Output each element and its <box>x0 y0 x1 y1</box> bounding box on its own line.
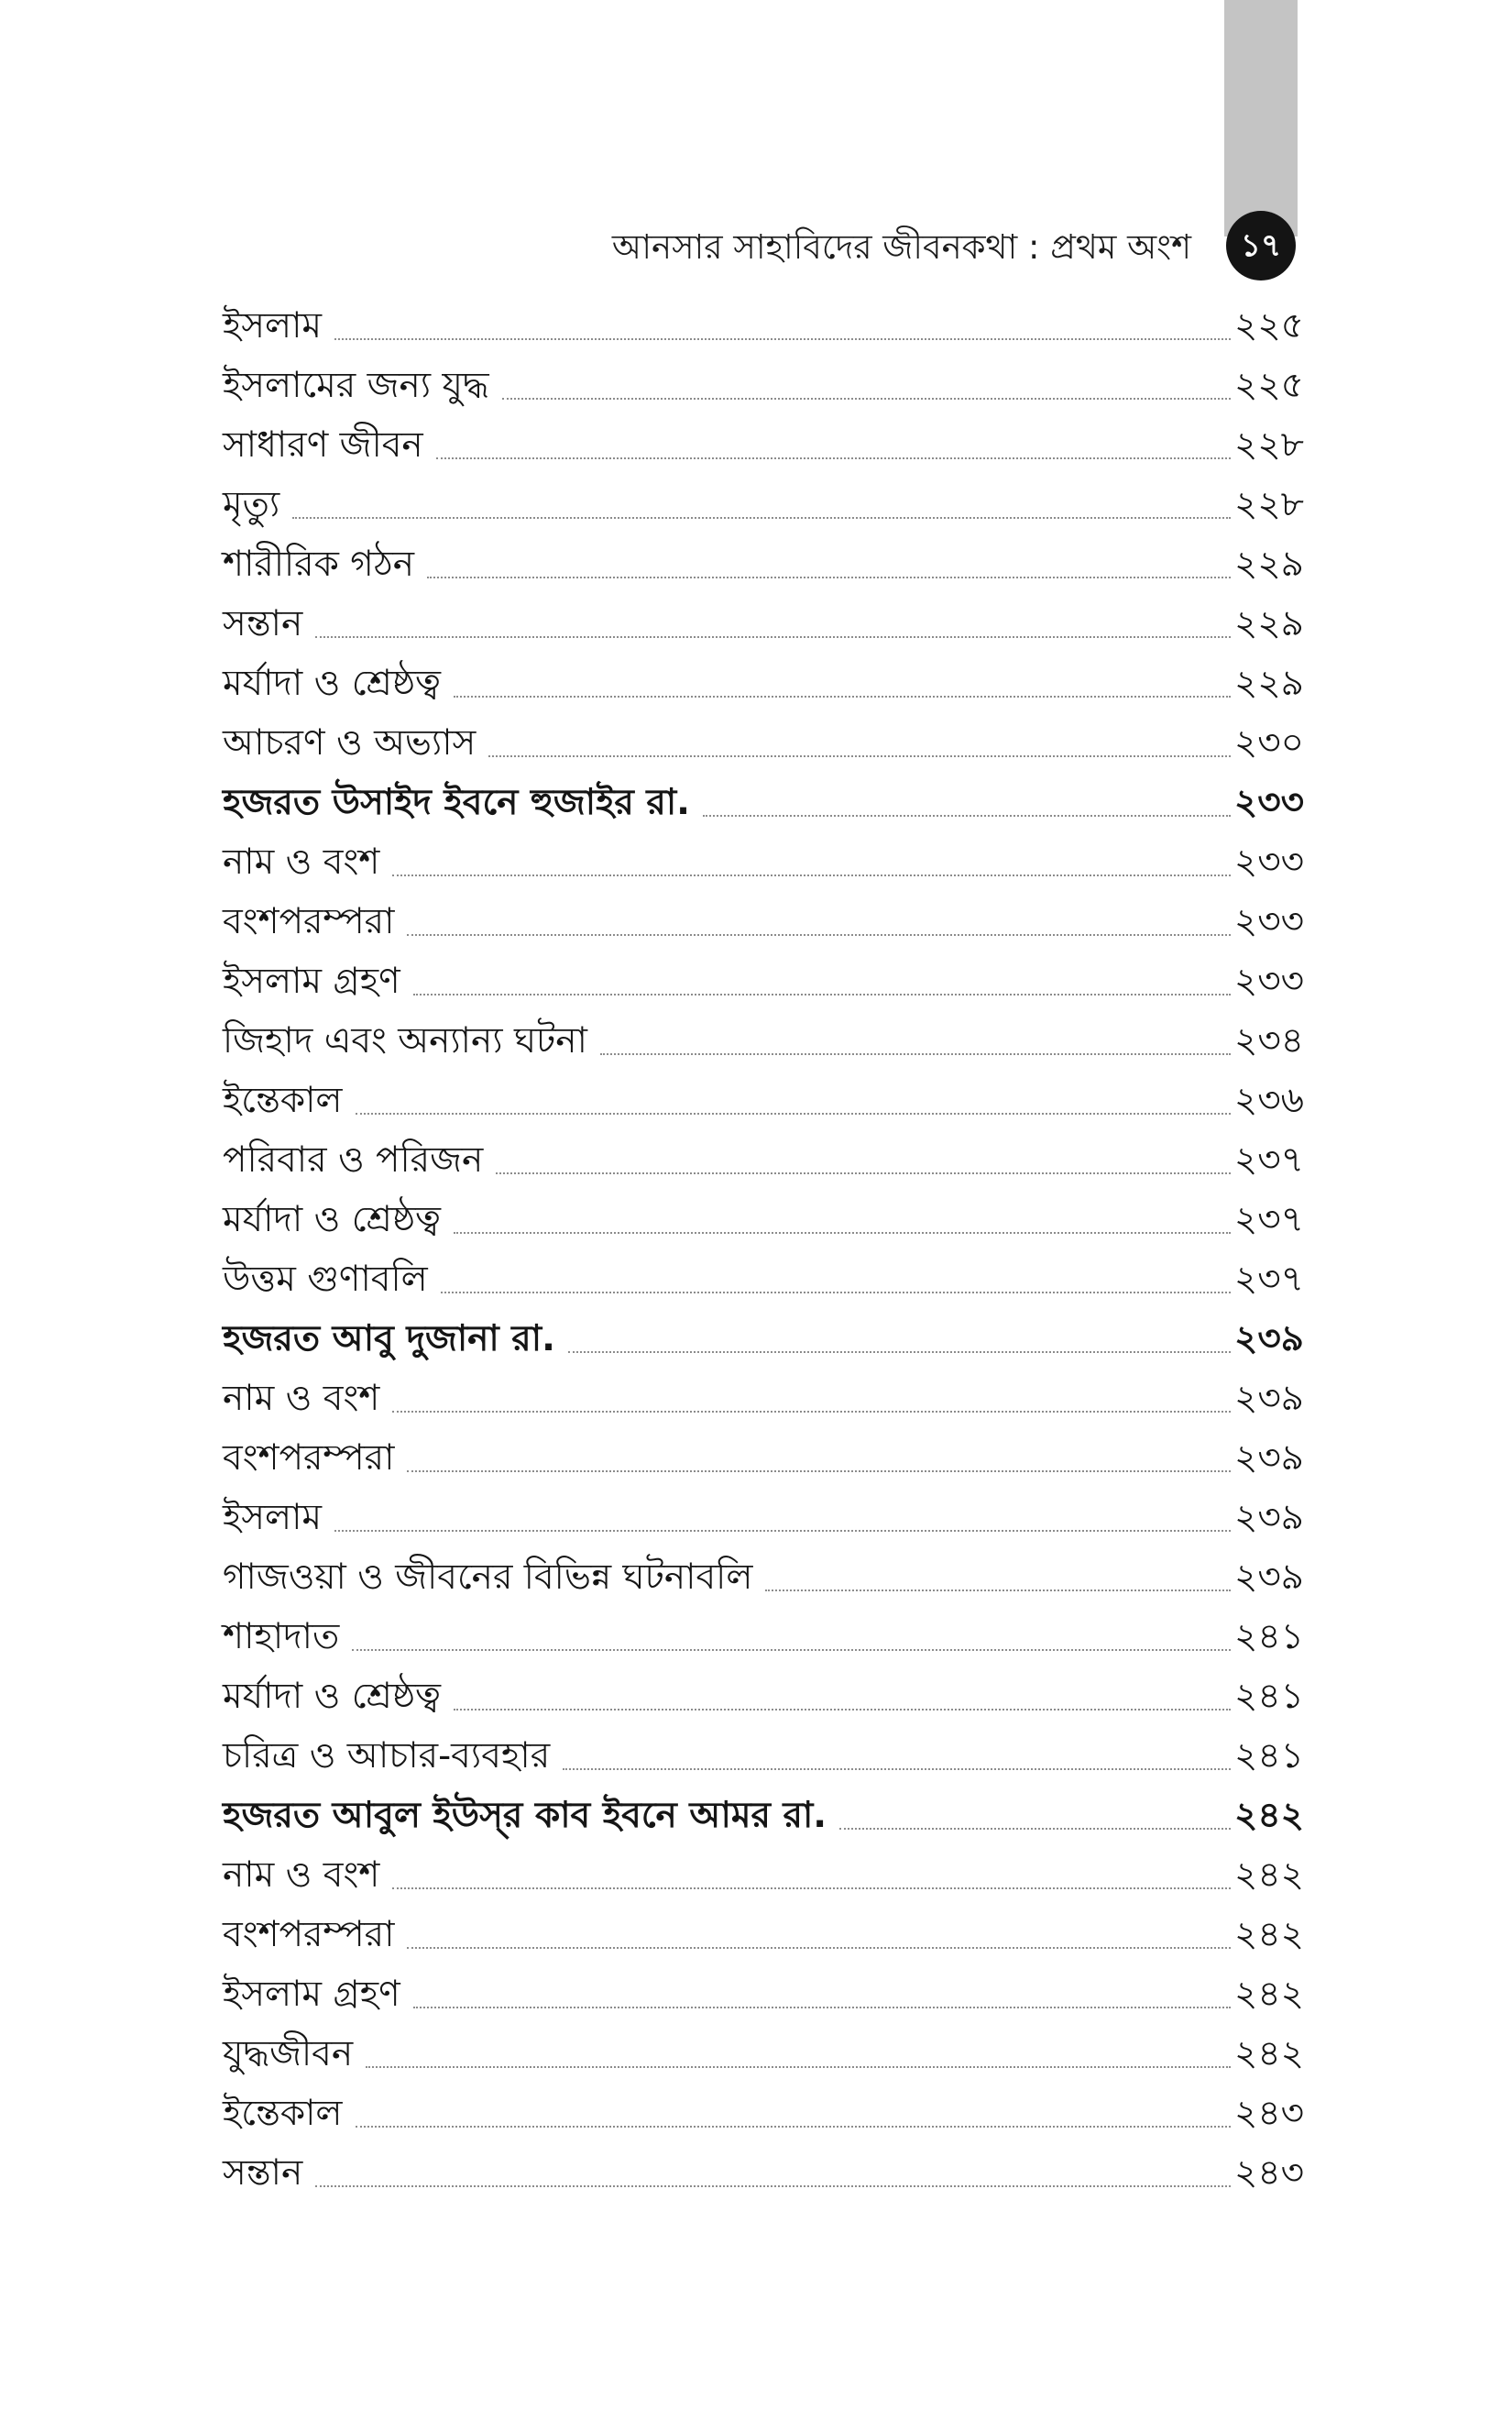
toc-entry-row <box>223 534 1304 594</box>
toc-entry-page-number: ২৩০ <box>1233 722 1304 764</box>
toc-entry-title: হজরত আবুল ইউস্‌র কাব ইবনে আমর রা. <box>223 1795 827 1836</box>
toc-entry-title: ইসলাম <box>223 1497 323 1538</box>
dot-leader <box>436 457 1231 459</box>
toc-entry-row <box>223 1369 1304 1428</box>
toc-entry-row <box>223 2084 1304 2143</box>
toc-entry-page-number: ২৪১ <box>1234 1616 1304 1657</box>
toc-entry-row <box>223 892 1304 952</box>
toc-entry-row <box>223 952 1304 1011</box>
dot-leader <box>496 1172 1231 1174</box>
page-tab-strip <box>1224 0 1298 236</box>
toc-entry-page-number: ২৩৯ <box>1233 1497 1304 1538</box>
toc-entry-page-number: ২৪১ <box>1234 1676 1304 1717</box>
toc-entry-title: ইন্তেকাল <box>223 1080 343 1121</box>
dot-leader <box>356 1113 1231 1115</box>
dot-leader <box>292 517 1231 519</box>
toc-entry-page-number: ২৩৯ <box>1233 1556 1304 1598</box>
toc-entry-title: সাধারণ জীবন <box>223 424 423 466</box>
toc-entry-page-number: ২৩৪ <box>1233 1020 1304 1062</box>
toc-entry-row <box>223 1964 1304 2024</box>
toc-entry-page-number: ২২৯ <box>1233 663 1304 704</box>
toc-entry-title: ইসলামের জন্য যুদ্ধ <box>223 365 489 406</box>
toc-entry-page-number: ২২৯ <box>1233 544 1304 585</box>
toc-entry-title: নাম ও বংশ <box>223 842 380 883</box>
dot-leader <box>392 1411 1231 1413</box>
toc-entry-row <box>223 475 1304 534</box>
toc-entry-title: হজরত উসাইদ ইবনে হুজাইর রা. <box>223 782 690 823</box>
toc-entry-row <box>223 1845 1304 1905</box>
dot-leader <box>407 1947 1231 1949</box>
toc-entry-row <box>223 1905 1304 1964</box>
toc-entry-title: ইসলাম <box>223 305 323 346</box>
toc-entry-row <box>223 832 1304 892</box>
toc-entry-page-number: ২৩৯ <box>1233 1378 1304 1419</box>
toc-entry-page-number: ২৩৭ <box>1233 1139 1304 1181</box>
dot-leader <box>356 2126 1231 2128</box>
toc-entry-title: ইসলাম গ্রহণ <box>223 961 400 1002</box>
toc-entry-row <box>223 1249 1304 1309</box>
dot-leader <box>315 2185 1231 2187</box>
toc-entry-row <box>223 1607 1304 1666</box>
toc-entry-page-number: ২৪২ <box>1233 1795 1304 1836</box>
toc-entry-title: বংশপরম্পরা <box>223 901 395 942</box>
toc-entry-title: গাজওয়া ও জীবনের বিভিন্ন ঘটনাবলি <box>223 1556 753 1598</box>
toc-entry-page-number: ২৩৩ <box>1233 961 1304 1002</box>
dot-leader <box>427 577 1231 578</box>
toc-entry-row <box>223 1547 1304 1607</box>
toc-entry-row <box>223 1666 1304 1726</box>
dot-leader <box>600 1053 1231 1055</box>
dot-leader <box>441 1292 1231 1293</box>
dot-leader <box>563 1768 1231 1770</box>
toc-chapter-row <box>223 1309 1304 1369</box>
toc-entry-page-number: ২২৫ <box>1233 305 1304 346</box>
toc-entry-title: মৃত্যু <box>223 484 280 525</box>
dot-leader <box>413 994 1231 996</box>
dot-leader <box>366 2066 1231 2068</box>
dot-leader <box>568 1351 1231 1353</box>
dot-leader <box>765 1590 1231 1591</box>
dot-leader <box>407 934 1230 936</box>
dot-leader <box>488 755 1231 757</box>
dot-leader <box>502 398 1231 400</box>
toc-entry-title: নাম ও বংশ <box>223 1378 380 1419</box>
toc-entry-title: মর্যাদা ও শ্রেষ্ঠত্ব <box>223 663 442 704</box>
dot-leader <box>454 696 1231 698</box>
toc-entry-page-number: ২৩৯ <box>1233 1318 1304 1359</box>
dot-leader <box>413 2007 1231 2008</box>
toc-entry-title: মর্যাদা ও শ্রেষ্ঠত্ব <box>223 1676 442 1717</box>
dot-leader <box>392 874 1231 876</box>
dot-leader <box>334 1530 1231 1532</box>
dot-leader <box>703 815 1231 817</box>
toc-entry-page-number: ২২৮ <box>1233 424 1304 466</box>
toc-entry-row <box>223 594 1304 654</box>
toc-entry-title: ইন্তেকাল <box>223 2093 343 2134</box>
toc-entry-page-number: ২৪১ <box>1234 1735 1304 1776</box>
dot-leader <box>334 338 1231 340</box>
toc-entry-row <box>223 1011 1304 1071</box>
toc-entry-row <box>223 1488 1304 1547</box>
toc-entry-row <box>223 1726 1304 1786</box>
toc-entry-row <box>223 713 1304 773</box>
toc-entry-row <box>223 1428 1304 1488</box>
toc-entry-title: চরিত্র ও আচার-ব্যবহার <box>223 1735 551 1776</box>
toc-entry-title: আচরণ ও অভ্যাস <box>223 722 477 764</box>
toc-entry-title: পরিবার ও পরিজন <box>223 1139 484 1181</box>
toc-chapter-row <box>223 1786 1304 1845</box>
toc-entry-title: সন্তান <box>223 2152 303 2194</box>
dot-leader <box>839 1828 1231 1830</box>
toc-entry-page-number: ২৩৩ <box>1233 901 1304 942</box>
toc-entry-page-number: ২৩৩ <box>1233 842 1304 883</box>
toc-entry-page-number: ২৩৬ <box>1233 1080 1304 1121</box>
toc-entry-row <box>223 296 1304 356</box>
toc-entry-page-number: ২৪২ <box>1233 1914 1304 1955</box>
dot-leader <box>454 1232 1231 1234</box>
toc-entry-title: শাহাদাত <box>223 1616 340 1657</box>
toc-entry-page-number: ২৪৩ <box>1233 2152 1304 2194</box>
toc-entry-page-number: ২৩৭ <box>1233 1259 1304 1300</box>
toc-entry-title: শারীরিক গঠন <box>223 544 414 585</box>
toc-entry-page-number: ২২৫ <box>1233 365 1304 406</box>
running-header-title: আনসার সাহাবিদের জীবনকথা : প্রথম অংশ <box>611 227 1191 267</box>
page-number-badge: ১৭ <box>1226 211 1296 280</box>
toc-entry-title: বংশপরম্পরা <box>223 1437 395 1479</box>
toc-entry-page-number: ২৩৭ <box>1233 1199 1304 1240</box>
toc-entry-page-number: ২৪২ <box>1233 1854 1304 1896</box>
dot-leader <box>352 1649 1231 1651</box>
dot-leader <box>454 1709 1231 1710</box>
toc-entry-title: উত্তম গুণাবলি <box>223 1259 428 1300</box>
dot-leader <box>407 1470 1231 1472</box>
toc-entry-row <box>223 1190 1304 1249</box>
toc-entry-row <box>223 1130 1304 1190</box>
toc-entry-title: ইসলাম গ্রহণ <box>223 1974 400 2015</box>
dot-leader <box>315 636 1231 638</box>
toc-entry-title: যুদ্ধজীবন <box>223 2033 354 2074</box>
toc-entry-title: মর্যাদা ও শ্রেষ্ঠত্ব <box>223 1199 442 1240</box>
toc-entry-page-number: ২৩৯ <box>1233 1437 1304 1479</box>
dot-leader <box>392 1887 1231 1889</box>
toc-entry-page-number: ২২৮ <box>1233 484 1304 525</box>
toc-entry-title: বংশপরম্পরা <box>223 1914 395 1955</box>
toc-entry-title: নাম ও বংশ <box>223 1854 380 1896</box>
toc-entry-row <box>223 356 1304 415</box>
toc-chapter-row <box>223 773 1304 832</box>
toc-entry-row <box>223 2143 1304 2203</box>
toc-entry-title: সন্তান <box>223 603 303 644</box>
toc-entry-title: হজরত আবু দুজানা রা. <box>223 1318 555 1359</box>
toc-entry-row <box>223 2024 1304 2084</box>
table-of-contents <box>223 296 1304 2203</box>
toc-entry-row <box>223 415 1304 475</box>
toc-entry-page-number: ২৪২ <box>1233 2033 1304 2074</box>
toc-entry-row <box>223 1071 1304 1130</box>
toc-entry-row <box>223 654 1304 713</box>
toc-entry-title: জিহাদ এবং অন্যান্য ঘটনা <box>223 1020 587 1062</box>
toc-entry-page-number: ২২৯ <box>1233 603 1304 644</box>
toc-entry-page-number: ২৪৩ <box>1233 2093 1304 2134</box>
toc-entry-page-number: ২৪২ <box>1233 1974 1304 2015</box>
toc-entry-page-number: ২৩৩ <box>1233 782 1304 823</box>
